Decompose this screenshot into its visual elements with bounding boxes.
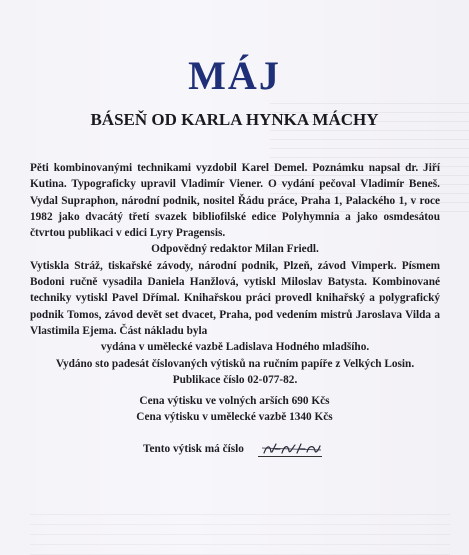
handwritten-number-icon <box>262 441 322 457</box>
colophon-paragraph-publication-number: Publikace číslo 02-077-82. <box>172 373 298 386</box>
price-art-binding: Cena výtisku v umělecké vazbě 1340 Kčs <box>136 411 333 423</box>
colophon-paragraph-credits: Pěti kombinovanými technikami vyzdobil Karel Demel. Poznámku napsal dr. Jiří Kutina. Typograficky upravil Vladimír Viener. O vydání pečoval Vladimír Beneš. Vydal Supraphon, národní podnik, nositel Řádu práce, Praha 1, Palackého 1, v roce 1982 jako dvacátý třetí svazek bibliofilské edice Polyhymnia a jako osmdesátou čtvrtou publikaci v edici Lyry Pragensis. <box>30 162 440 240</box>
page-subtitle: BÁSEŇ OD KARLA HYNKA MÁCHY <box>90 110 379 129</box>
copy-number-label: Tento výtisk má číslo <box>143 443 244 455</box>
colophon-paragraph-editor: Odpovědný redaktor Milan Friedl. <box>151 243 319 256</box>
page-title: MÁJ <box>188 53 281 98</box>
price-loose-sheets: Cena výtisku ve volných arších 690 Kčs <box>139 395 330 407</box>
colophon-text <box>30 160 440 388</box>
colophon-paragraph-printing: Vytiskla Stráž, tiskařské závody, národní podnik, Plzeň, závod Vimperk. Písmem Bodoni ručně vysadila Daniela Hanžlová, vytiskl Miloslav Batysta. Kombinované techniky vytiskl Pavel Dřímal. Knihařskou práci provedl knihařský a polygrafický podnik Tomos, závod devět set dvacet, Praha, pod vedením mistrů Jaroslava Vilda a Vlastimila Ejema. Část nákladu byla <box>30 259 440 337</box>
colophon-paragraph-edition: Vydáno sto padesát číslovaných výtisků na ručním papíře z Velkých Losin. <box>55 357 415 370</box>
bleed-through-text-bottom <box>30 505 450 555</box>
colophon-paragraph-binding: vydána v umělecké vazbě Ladislava Hodného mladšího. <box>100 341 370 354</box>
